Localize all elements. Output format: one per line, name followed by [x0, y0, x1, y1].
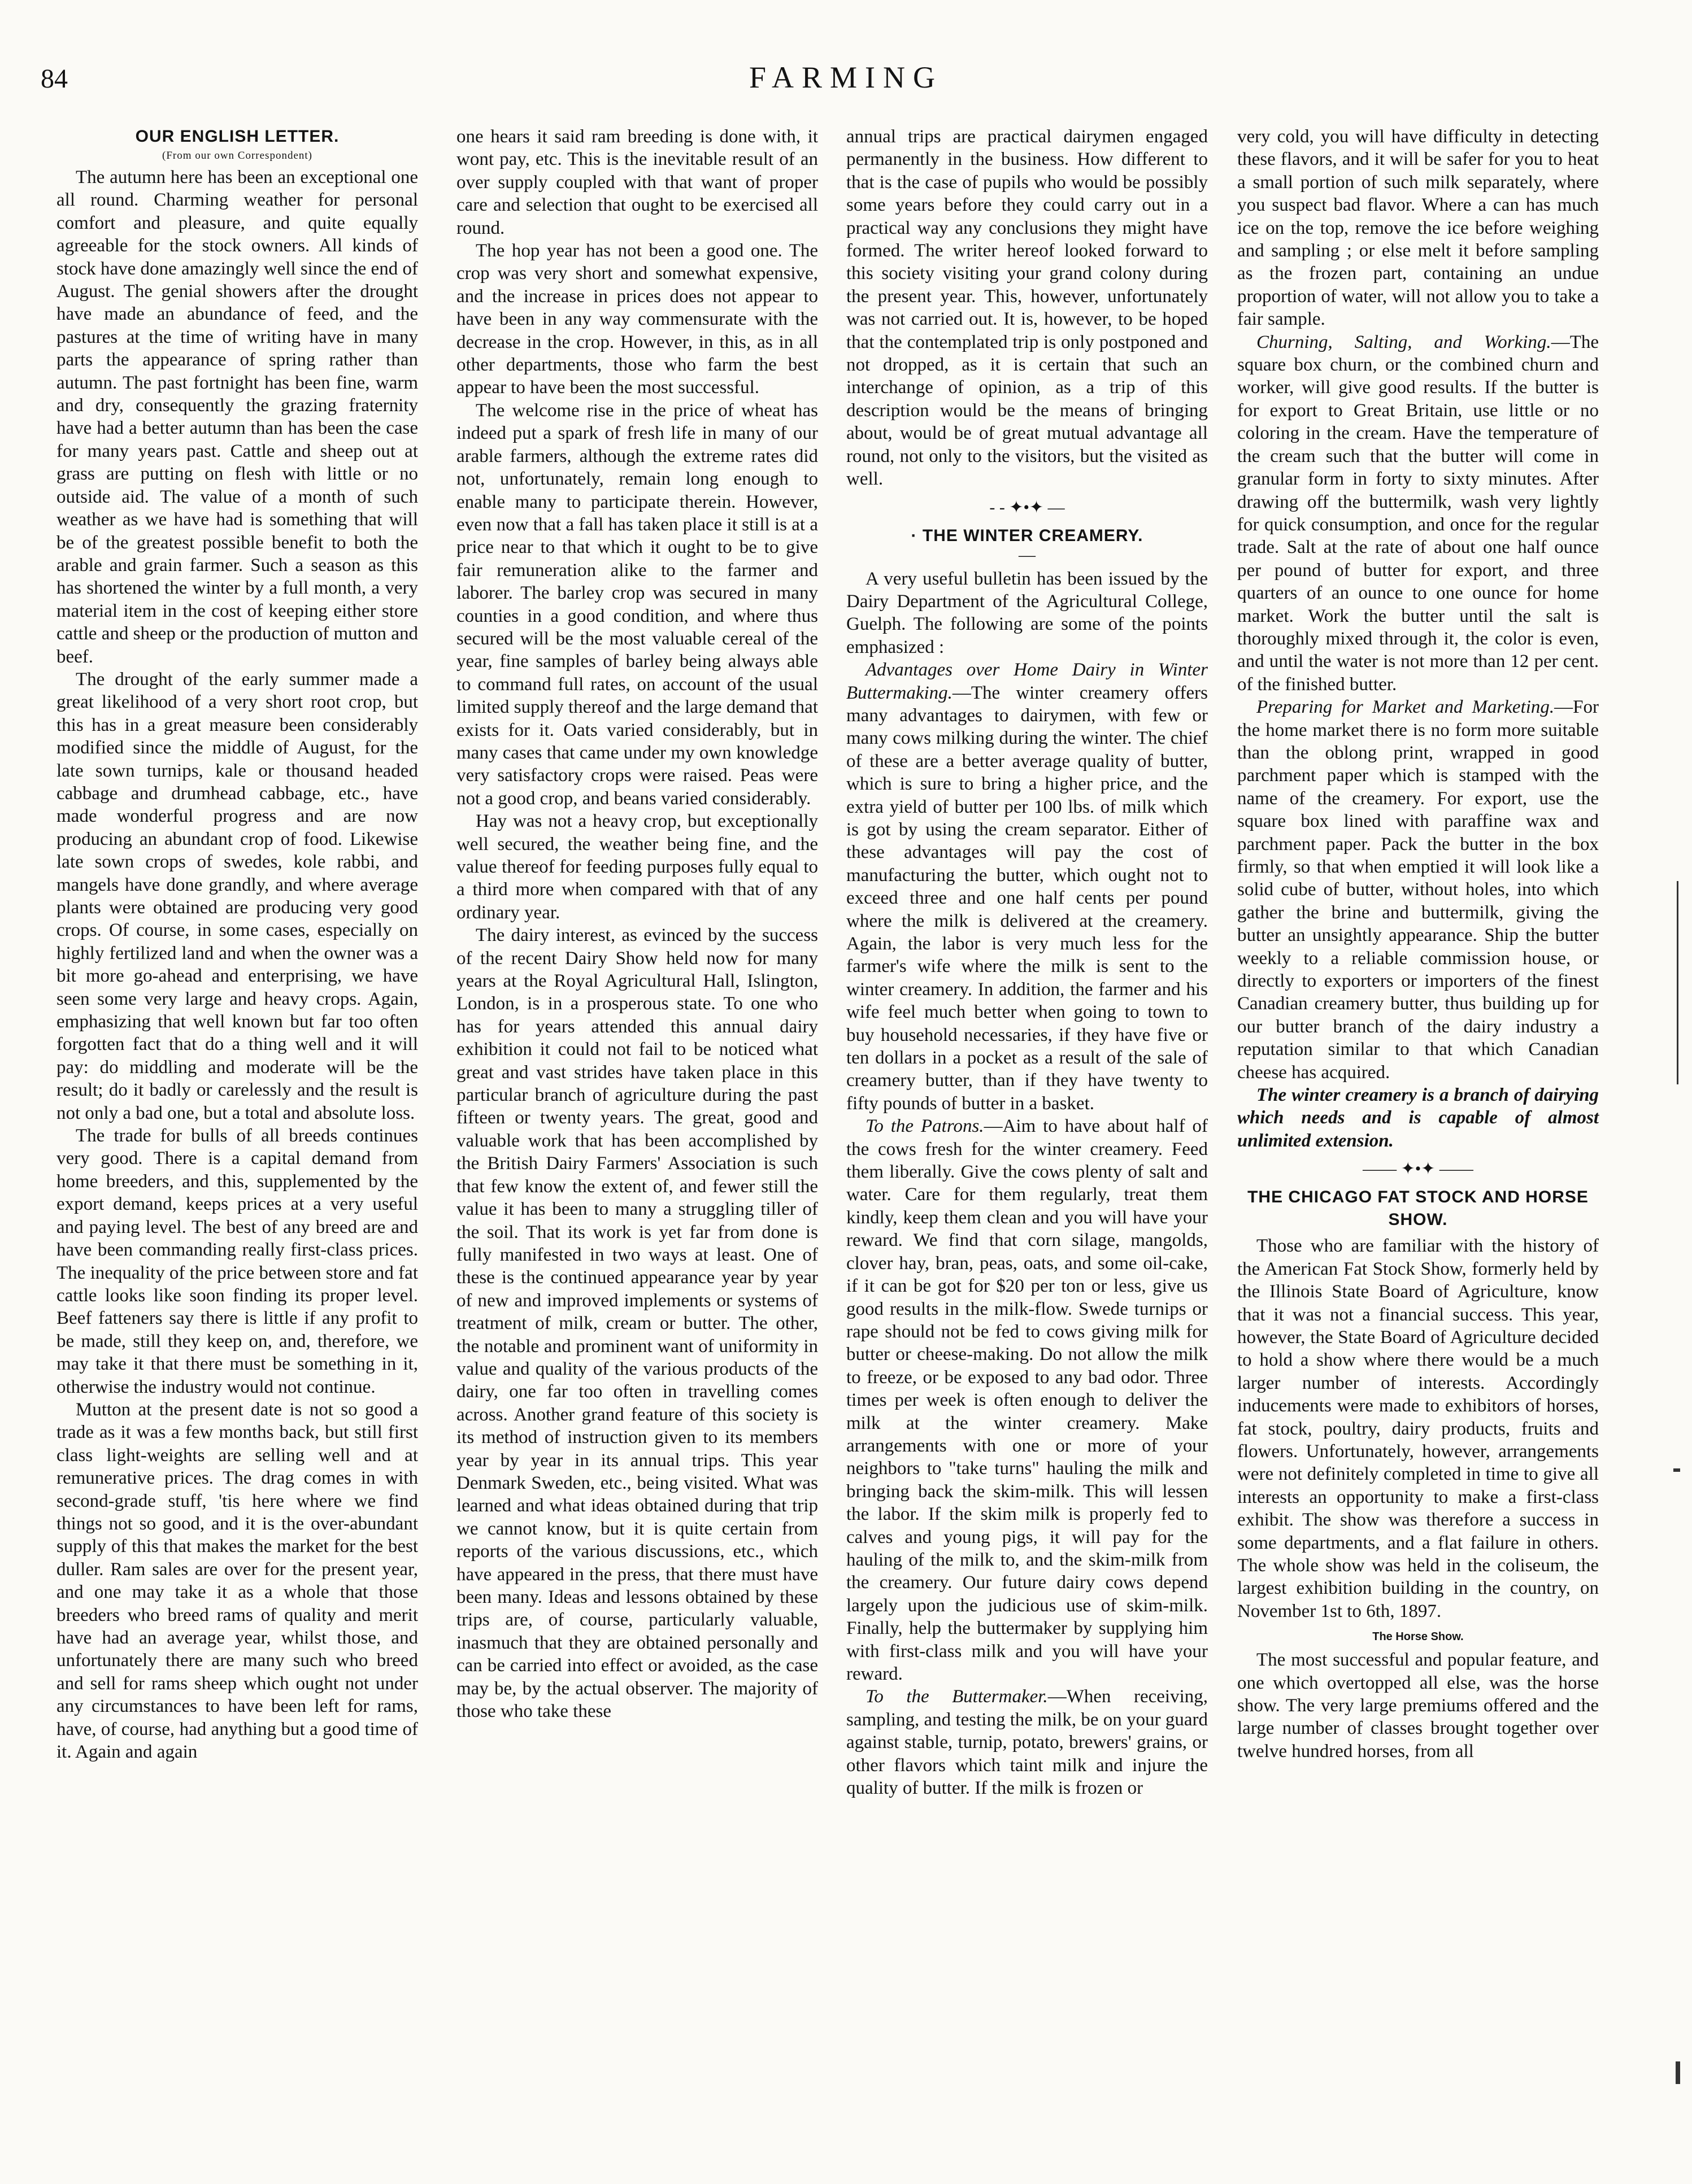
- paragraph: [846, 659, 1208, 1115]
- title-dash: —: [1019, 545, 1036, 564]
- running-head: FARMING: [749, 60, 943, 94]
- paragraph: annual trips are practical dairymen engaged permanently in the business. How different to that is the case of pupils who would be possibly some years before they could carry out in a practical way any conclusions they might have formed. The writer hereof looked forward to this society visiting your grand colony during the present year. This, however, unfortunately was not carried out. It is, however, to be hoped that the contemplated trip is only postponed and not dropped, as it is certain that such an interchange of opinion, as a trip of this description would be the means of bringing about, would be of great mutual advantage all round, not only to the visitors, but the visited as well.: [846, 127, 1208, 490]
- subheading-horse-show: The Horse Show.: [1372, 1631, 1464, 1644]
- paragraph: Hay was not a heavy crop, but exceptionally well secured, the weather being fine, and the value thereof for feeding purposes fully equal to a third more when compared with that of any ordinary year.: [456, 811, 818, 923]
- column-3: [846, 125, 1208, 1799]
- run-in-heading: To the Patrons.: [865, 1116, 984, 1137]
- paragraph: The most successful and popular feature, and one which overtopped all else, was the horse show. The very large premiums offered and the large number of classes brought together over twelve hundred horses, from all: [1237, 1650, 1599, 1762]
- paragraph-text: —For the home market there is no form more suitable than the oblong print, wrapped in good parchment paper which is stamped with the name of the creamery. For export, use the square box lined with paraffine wax and parchment paper. Pack the butter in the box firmly, so that when emptied it will look like a solid cube of butter, without holes, into which gather the brine and buttermilk, giving the butter an unsightly appearance. Ship the butter weekly to a reliable commission house, or directly to exporters or importers of the finest Canadian creamery butter, thus building up for our butter branch of the dairy industry a reputation similar to that which Canadian cheese has acquired.: [1237, 697, 1599, 1083]
- column-4: [1237, 125, 1599, 1763]
- paragraph: [846, 1685, 1208, 1799]
- paragraph: [1237, 331, 1599, 696]
- page-number: 84: [41, 64, 68, 94]
- paragraph-text: —Aim to have about half of the cows fresh for the winter creamery. Feed them liberally. Give the cows plenty of salt and water. Care for them regularly, treat them kindly, keep them clean and you will have your reward. We find that corn silage, mangolds, clover hay, bran, peas, oats, and some oil-cake, if it can be got for $20 per ton or less, give us good results in the milk-flow. Swede turnips or rape should not be fed to cows giving milk for butter or cheese-making. Do not allow the milk to freeze, or be exposed to any bad odor. Three times per week is often enough to deliver the milk at the winter creamery. Make arrangements with one or more of your neighbors to "take turns" hauling the milk and bringing back the skim-milk. This will lessen the labor. If the skim milk is properly fed to calves and young pigs, it will pay for the hauling of the milk to, and the skim-milk from the creamery. Our future dairy cows depend largely upon the judicious use of skim-milk. Finally, help the buttermaker by supplying him with first-class milk and you will have your reward.: [846, 1116, 1208, 1684]
- closing-statement: The winter creamery is a branch of dairying which needs and is capable of almost unlimited extension.: [1237, 1085, 1599, 1151]
- margin-tick: [1673, 1468, 1680, 1472]
- article-title-chicago-show: THE CHICAGO FAT STOCK AND HORSE SHOW.: [1247, 1188, 1589, 1230]
- paragraph: The dairy interest, as evinced by the success of the recent Dairy Show held now for many years at the Royal Agricultural Hall, Islington, London, is in a prosperous state. To one who has for years attended this annual dairy exhibition it could not fail to be noticed what great and vast strides have taken place in this particular branch of agriculture during the past fifteen or twenty years. The great, good and valuable work that has been accomplished by the British Dairy Farmers' Association is such that few know the extent of, and fewer still the value it has been to many a struggling tiller of the soil. That its work is yet far from done is fully manifested in two ways at least. One of these is the continued appearance year by year of new and improved implements or systems of treatment of milk, cream or butter. The other, the notable and prominent want of uniformity in value and quality of the various products of the dairy, one far too often in travelling comes across. Another grand feature of this society is its method of instruction given to its members year by year in its annual trips. This year Denmark Sweden, etc., being visited. What was learned and what ideas obtained during that trip we cannot know, but it is quite certain from reports of the various discussions, etc., which have appeared in the press, that there must have been many. Ideas and lessons obtained by these trips are, of course, particularly valuable, inasmuch that they are obtained personally and can be carried into effect or avoided, as the case may be, by the actual observer. The majority of those who take these: [456, 925, 818, 1722]
- column-1: [56, 125, 418, 1763]
- run-in-heading: Churning, Salting, and Working.: [1256, 332, 1551, 352]
- margin-rule: [1677, 881, 1678, 1084]
- article-title-english-letter: OUR ENGLISH LETTER.: [135, 127, 340, 146]
- run-in-heading: Preparing for Market and Marketing.: [1256, 697, 1555, 718]
- article-title-winter-creamery: · THE WINTER CREAMERY.: [911, 526, 1143, 545]
- byline: (From our own Correspondent): [162, 150, 312, 162]
- paragraph: [1237, 696, 1599, 1084]
- separator-ornament: —— ✦•✦ ——: [1363, 1159, 1473, 1179]
- paragraph: The trade for bulls of all breeds continues very good. There is a capital demand from home breeders, and this, supplemented by the export demand, keeps prices at a very useful and paying level. The best of any breed are and have been commanding really first-class prices. The inequality of the price between store and fat cattle looks like soon finding its proper level. Beef fatteners say there is little if any profit to be made, still they keep on, and, therefore, we may take it that there must be something in it, otherwise the industry would not continue.: [56, 1126, 418, 1397]
- paragraph-text: —The square box churn, or the combined churn and worker, will give good results. If the butter is for export to Great Britain, use little or no coloring in the cream. Have the temperature of the cream such that the butter will come in granular form in forty to sixty minutes. After drawing off the buttermilk, wash very lightly for quick consumption, and once for the regular trade. Salt at the rate of about one half ounce per pound of butter for export, and three quarters of an ounce to one ounce for home market. Work the butter until the salt is thoroughly mixed through it, the color is even, and until the water is not more than 12 per cent. of the finished butter.: [1237, 332, 1599, 695]
- margin-tick: [1676, 2061, 1680, 2084]
- paragraph: A very useful bulletin has been issued by the Dairy Department of the Agricultural College, Guelph. The following are some of the points emphasized :: [846, 568, 1208, 657]
- run-in-heading: To the Buttermaker.: [865, 1686, 1048, 1707]
- paragraph: [846, 1115, 1208, 1685]
- paragraph: one hears it said ram breeding is done with, it wont pay, etc. This is the inevitable result of an over supply coupled with that want of proper care and selection that ought to be exercised all round.: [456, 127, 818, 238]
- separator-ornament: - - ✦•✦ —: [989, 498, 1065, 517]
- paragraph: Those who are familiar with the history of the American Fat Stock Show, formerly held by the Illinois State Board of Agriculture, know that it was not a financial success. This year, however, the State Board of Agriculture decided to hold a show where there would be a much larger number of interests. Accordingly inducements were made to exhibitors of horses, fat stock, poultry, dairy products, fruits and flowers. Unfortunately, however, arrangements were not definitely completed in time to give all interests an opportunity to make a first-class exhibit. The show was therefore a success in some departments, and a flat failure in others. The whole show was held in the coliseum, the largest exhibition building in the country, on November 1st to 6th, 1897.: [1237, 1236, 1599, 1621]
- paragraph: The drought of the early summer made a great likelihood of a very short root crop, but this has in a great measure been considerably modified since the middle of August, for the late sown turnips, kale or thousand headed cabbage and drumhead cabbage, etc., have made wonderful progress and are now producing an abundant crop of food. Likewise late sown crops of swedes, kole rabbi, and mangels have done grandly, and where average plants were obtained are producing very good crops. Of course, in some cases, especially on highly fertilized land and when the owner was a bit more go-ahead and enterprising, we have seen some very large and heavy crops. Again, emphasizing that well known but far too often forgotten fact that do a thing well and it will pay: do middling and moderate will be the result; do it badly or carelessly and the result is not only a bad one, but a total and absolute loss.: [56, 669, 418, 1123]
- paragraph-text: —When receiving, sampling, and testing the milk, be on your guard against stable, turnip, potato, brewers' grains, or other flavors which taint milk and injure the quality of butter. If the milk is frozen or: [846, 1686, 1208, 1799]
- paragraph: The autumn here has been an exceptional one all round. Charming weather for personal comfort and pleasure, and quite equally agreeable for the stock owners. All kinds of stock have done amazingly well since the end of August. The genial showers after the drought have made an abundance of feed, and the pastures at the time of writing have in many parts the appearance of spring rather than autumn. The past fortnight has been fine, warm and dry, consequently the grazing fraternity have had a better autumn than has been the case for many years past. Cattle and sheep out at grass are putting on flesh with little or no outside aid. The value of a month of such weather as we have had is something that will be of the greatest possible benefit to both the arable and grain farmer. Such a season as this has shortened the winter by a full month, a very material item in the cost of keeping either store cattle and sheep or the production of mutton and beef.: [56, 167, 418, 667]
- paragraph: The hop year has not been a good one. The crop was very short and somewhat expensive, and the increase in prices does not appear to have been in any way commensurate with the decrease in the crop. However, in this, as in all other departments, those who farm the best appear to have been the most successful.: [456, 241, 818, 398]
- paragraph: The welcome rise in the price of wheat has indeed put a spark of fresh life in many of our arable farmers, although the extreme rates did not, unfortunately, remain long enough to enable many to participate therein. However, even now that a fall has taken place it still is at a price near to that which it ought to be to give fair remuneration alike to the farmer and laborer. The barley crop was secured in many counties in a good condition, and where thus secured will be the most valuable cereal of the year, fine samples of barley being always able to command full rates, on account of the usual limited supply thereof and the large demand that exists for it. Oats varied considerably, but in many cases that came under my own knowledge very satisfactory crops were raised. Peas were not a good crop, and beans varied considerably.: [456, 400, 818, 809]
- run-in-heading: Advantages over Home Dairy in Winter Buttermaking.: [846, 660, 1208, 703]
- paragraph: very cold, you will have difficulty in detecting these flavors, and it will be safer for you to heat a small portion of such milk separately, where you suspect bad flavor. Where a can has much ice on the top, remove the ice before weighing and sampling ; or else melt it before sampling as the frozen part, containing an undue proportion of water, will not allow you to take a fair sample.: [1237, 127, 1599, 330]
- paragraph: Mutton at the present date is not so good a trade as it was a few months back, but still first class light-weights are selling well and at remunerative prices. The drag comes in with second-grade stuff, 'tis here where we find things not so good, and it is the over-abundant supply of this that makes the market for the best duller. Ram sales are over for the present year, and one may take it as a whole that those breeders who breed rams of quality and merit have had an average year, whilst those, and unfortunately there are many such who breed and sell for rams sheep which ought not under any circumstances to have been left for rams, have, of course, had anything but a good time of it. Again and again: [56, 1399, 418, 1763]
- paragraph-text: —The winter creamery offers many advantages to dairymen, with few or many cows milking during the winter. The chief of these are a better average quality of butter, which is sure to bring a higher price, and the extra yield of butter per 100 lbs. of milk which is got by using the cream separator. Either of these advantages will pay the cost of manufacturing the butter, which ought not to exceed three and one half cents per pound where the milk is delivered at the creamery. Again, the labor is very much less for the farmer's wife where the milk is sent to the winter creamery. In addition, the farmer and his wife feel much better when going to town to buy household necessaries, if they have five or ten dollars in a pocket as a result of the sale of creamery butter, than if they have twenty to fifty pounds of butter in a basket.: [846, 682, 1208, 1114]
- column-2: [456, 125, 818, 1723]
